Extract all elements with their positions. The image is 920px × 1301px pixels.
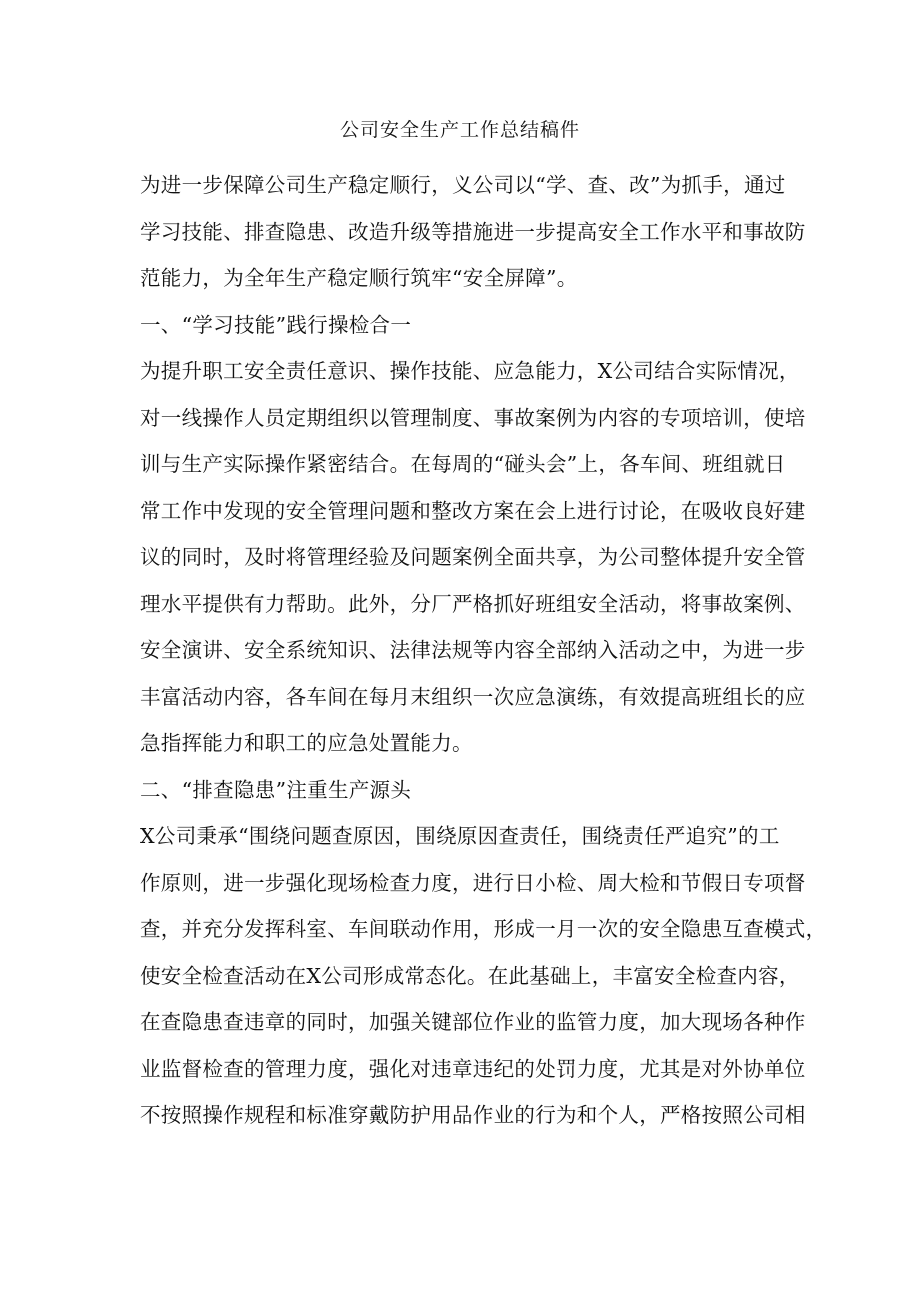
body-line-s1-6: 理水平提供有力帮助。此外，分厂严格抓好班组安全活动，将事故案例、 bbox=[140, 591, 806, 616]
body-line-s2-2: 作原则，进一步强化现场检查力度，进行日小检、周大检和节假日专项督 bbox=[140, 870, 806, 895]
body-line-s2-5: 在查隐患查违章的同时，加强关键部位作业的监管力度，加大现场各种作 bbox=[140, 1010, 806, 1034]
body-line-s1-5: 议的同时，及时将管理经验及问题案例全面共享，为公司整体提升安全管 bbox=[140, 545, 806, 569]
body-line-s1-7: 安全演讲、安全系统知识、法律法规等内容全部纳入活动之中，为进一步 bbox=[140, 638, 806, 662]
body-line-s1-9: 急指挥能力和职工的应急处置能力。 bbox=[140, 731, 473, 755]
body-line-s1-4: 常工作中发现的安全管理问题和整改方案在会上进行讨论，在吸收良好建 bbox=[140, 498, 806, 523]
body-line-s1-2: 对一线操作人员定期组织以管理制度、事故案例为内容的专项培训，使培 bbox=[140, 405, 806, 430]
body-line-s2-1: X公司秉承“围绕问题查原因，围绕原因查责任，围绕责任严追究”的工 bbox=[140, 824, 780, 848]
body-line-s2-6: 业监督检查的管理力度，强化对违章违纪的处罚力度，尤其是对外协单位 bbox=[140, 1056, 806, 1081]
document-title: 公司安全生产工作总结稿件 bbox=[339, 119, 580, 141]
section-heading-2: 二、“排查隐患”注重生产源头 bbox=[140, 777, 412, 802]
body-line-s2-3: 查，并充分发挥科室、车间联动作用，形成一月一次的安全隐患互查模式， bbox=[140, 917, 827, 941]
body-line-s1-8: 丰富活动内容，各车间在每月末组织一次应急演练，有效提高班组长的应 bbox=[140, 684, 806, 709]
section-heading-1: 一、“学习技能”践行操检合一 bbox=[140, 312, 412, 337]
body-line-intro-3: 范能力，为全年生产稳定顺行筑牢“安全屏障”。 bbox=[140, 266, 578, 290]
body-line-intro-1: 为进一步保障公司生产稳定顺行，义公司以“学、查、改”为抓手，通过 bbox=[140, 173, 786, 197]
body-line-s2-4: 使安全检查活动在X公司形成常态化。在此基础上，丰富安全检查内容， bbox=[140, 963, 800, 988]
body-line-s2-7: 不按照操作规程和标准穿戴防护用品作业的行为和个人，严格按照公司相 bbox=[140, 1103, 806, 1127]
body-line-s1-1: 为提升职工安全责任意识、操作技能、应急能力，X公司结合实际情况， bbox=[140, 359, 800, 383]
body-line-intro-2: 学习技能、排查隐患、改造升级等措施进一步提高安全工作水平和事故防 bbox=[140, 219, 806, 244]
document-body bbox=[140, 162, 827, 1139]
body-line-s1-3: 训与生产实际操作紧密结合。在每周的“碰头会”上，各车间、班组就日 bbox=[140, 452, 786, 476]
